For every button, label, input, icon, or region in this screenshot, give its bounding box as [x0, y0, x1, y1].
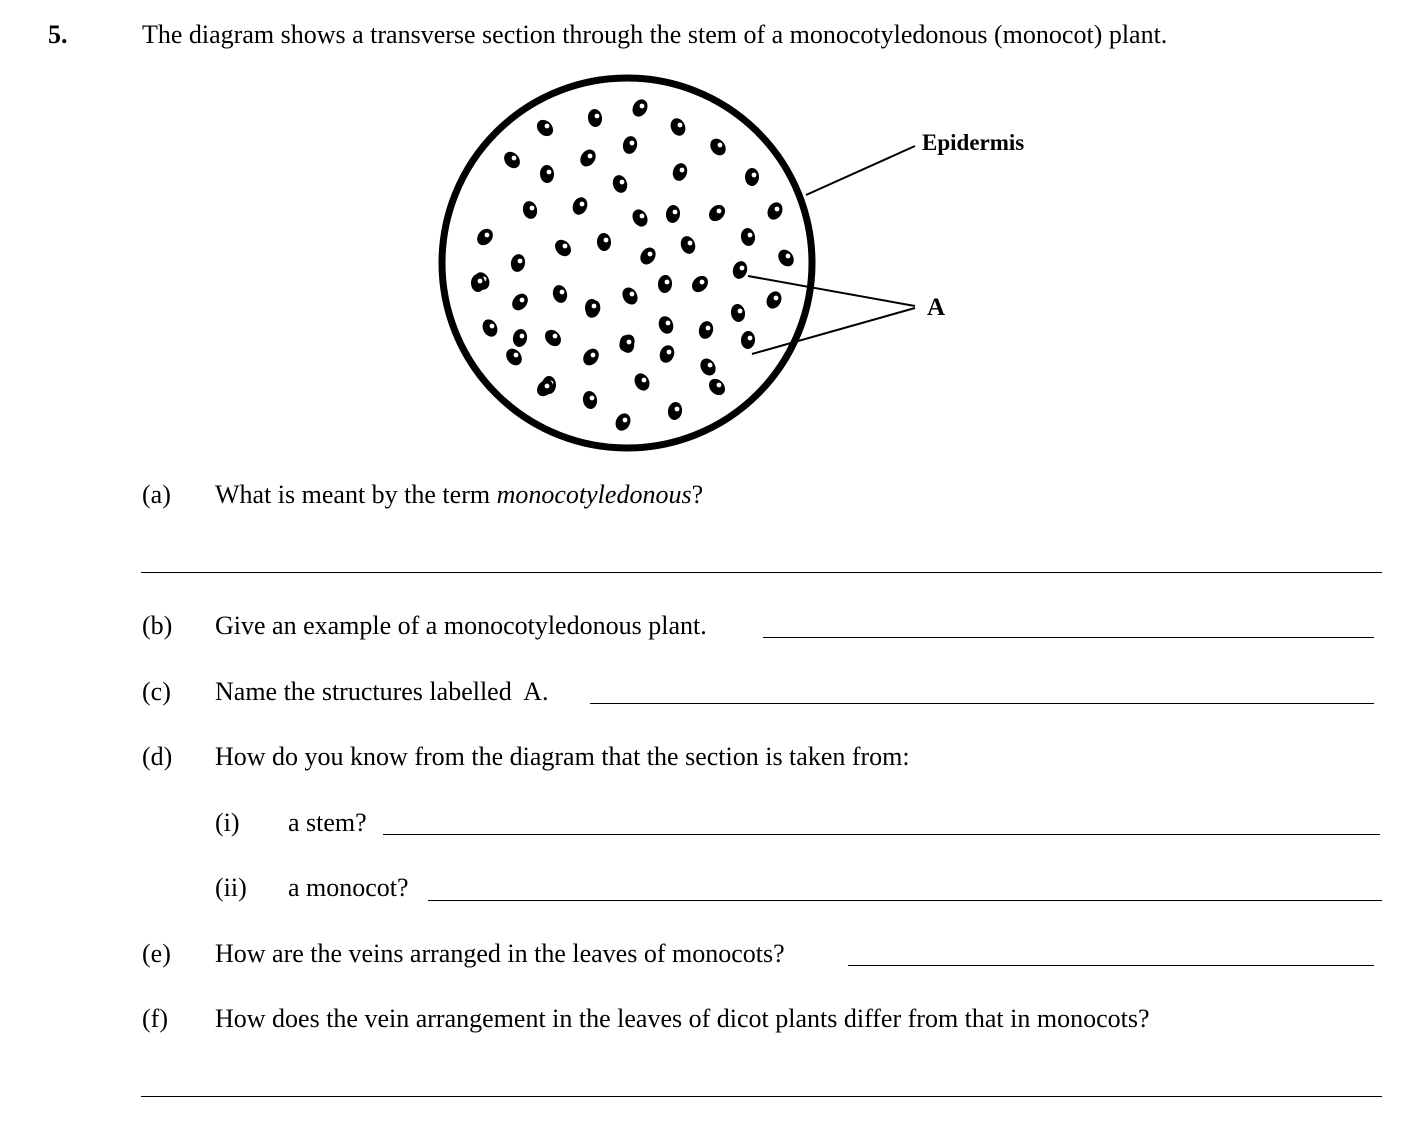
vascular-bundle-highlight — [673, 210, 678, 215]
vascular-bundle-highlight — [740, 266, 745, 271]
part-a-term: monocotyledonous — [496, 480, 692, 509]
vascular-bundle-highlight — [667, 350, 672, 355]
vascular-bundle-highlight — [688, 241, 693, 246]
vascular-bundle-highlight — [604, 238, 609, 243]
answer-line-b[interactable] — [763, 637, 1374, 638]
vascular-bundle-highlight — [485, 233, 490, 238]
vascular-bundle-highlight — [680, 168, 685, 173]
vascular-bundle-highlight — [478, 279, 483, 284]
vascular-bundle-highlight — [678, 123, 683, 128]
part-d-ii-label: (ii) — [215, 873, 247, 902]
vascular-bundle-highlight — [588, 154, 593, 159]
part-d-ii-question: a monocot? — [288, 873, 409, 902]
vascular-bundle-highlight — [630, 141, 635, 146]
vascular-bundle-highlight — [590, 396, 595, 401]
part-a-label: (a) — [142, 480, 171, 509]
vascular-bundle-highlight — [775, 207, 780, 212]
part-f-label: (f) — [142, 1004, 168, 1033]
vascular-bundle-highlight — [512, 156, 517, 161]
structure-a-label: A — [927, 294, 946, 321]
vascular-bundle-highlight — [520, 298, 525, 303]
answer-line-e[interactable] — [848, 965, 1374, 966]
vascular-bundle-highlight — [530, 206, 535, 211]
vascular-bundle-highlight — [591, 353, 596, 358]
part-a-text-before: What is meant by the term — [215, 480, 497, 509]
vascular-bundle-highlight — [518, 259, 523, 264]
part-a-text-after: ? — [691, 480, 704, 509]
vascular-bundle-highlight — [560, 290, 565, 295]
vascular-bundle-highlight — [700, 280, 705, 285]
part-c-label: (c) — [142, 677, 171, 706]
vascular-bundle-highlight — [563, 244, 568, 249]
vascular-bundle-highlight — [786, 254, 791, 259]
vascular-bundle-highlight — [748, 233, 753, 238]
vascular-bundle-highlight — [595, 114, 600, 119]
vascular-bundle-highlight — [648, 252, 653, 257]
vascular-bundle-highlight — [718, 143, 723, 148]
epidermis-pointer-line — [806, 146, 915, 195]
answer-line-c[interactable] — [590, 703, 1374, 704]
vascular-bundle-highlight — [708, 363, 713, 368]
part-b-question: Give an example of a monocotyledonous plant. — [215, 611, 707, 640]
part-e-label: (e) — [142, 939, 171, 968]
vascular-bundle-highlight — [553, 334, 558, 339]
vascular-bundle-highlight — [642, 378, 647, 383]
answer-line-f[interactable] — [141, 1096, 1382, 1097]
part-d-i-question: a stem? — [288, 808, 367, 837]
vascular-bundle-highlight — [717, 209, 722, 214]
vascular-bundle-highlight — [675, 407, 680, 412]
vascular-bundle-highlight — [706, 326, 711, 331]
vascular-bundle-highlight — [748, 336, 753, 341]
question-intro: The diagram shows a transverse section through the stem of a monocotyledonous (monocot) plant. — [142, 20, 1168, 49]
question-number: 5. — [48, 20, 68, 49]
vascular-bundle-highlight — [666, 321, 671, 326]
vascular-bundle-highlight — [752, 173, 757, 178]
vascular-bundle-highlight — [640, 214, 645, 219]
vascular-bundle-highlight — [490, 324, 495, 329]
vascular-bundle-highlight — [717, 383, 722, 388]
vascular-bundle-highlight — [547, 170, 552, 175]
vascular-bundle-highlight — [640, 104, 645, 109]
vascular-bundle-highlight — [630, 292, 635, 297]
answer-line-d-ii[interactable] — [428, 900, 1382, 901]
answer-line-d-i[interactable] — [383, 834, 1380, 835]
vascular-bundle-highlight — [545, 384, 550, 389]
vascular-bundle-highlight — [545, 124, 550, 129]
part-d-label: (d) — [142, 742, 173, 771]
epidermis-label: Epidermis — [922, 130, 1025, 155]
part-d-question: How do you know from the diagram that the section is taken from: — [215, 742, 910, 771]
answer-line-a[interactable] — [141, 572, 1382, 573]
stem-section-diagram — [430, 70, 1070, 460]
part-b-label: (b) — [142, 611, 173, 640]
part-c-question: Name the structures labelled A. — [215, 677, 549, 706]
vascular-bundle-highlight — [774, 296, 779, 301]
vascular-bundle-highlight — [592, 304, 597, 309]
vascular-bundle-highlight — [520, 334, 525, 339]
vascular-bundle-highlight — [514, 353, 519, 358]
vascular-bundle-highlight — [738, 309, 743, 314]
part-a-question — [215, 480, 703, 510]
vascular-bundle-highlight — [665, 280, 670, 285]
stem-epidermis-circle — [442, 78, 812, 448]
part-f-question: How does the vein arrangement in the leaves of dicot plants differ from that in monocots? — [215, 1004, 1150, 1033]
vascular-bundle-highlight — [580, 202, 585, 207]
vascular-bundle-highlight — [627, 340, 632, 345]
part-e-question: How are the veins arranged in the leaves of monocots? — [215, 939, 785, 968]
vascular-bundle-highlight — [623, 418, 628, 423]
part-d-i-label: (i) — [215, 808, 240, 837]
vascular-bundle-highlight — [620, 180, 625, 185]
stem-section-svg — [430, 70, 1070, 460]
